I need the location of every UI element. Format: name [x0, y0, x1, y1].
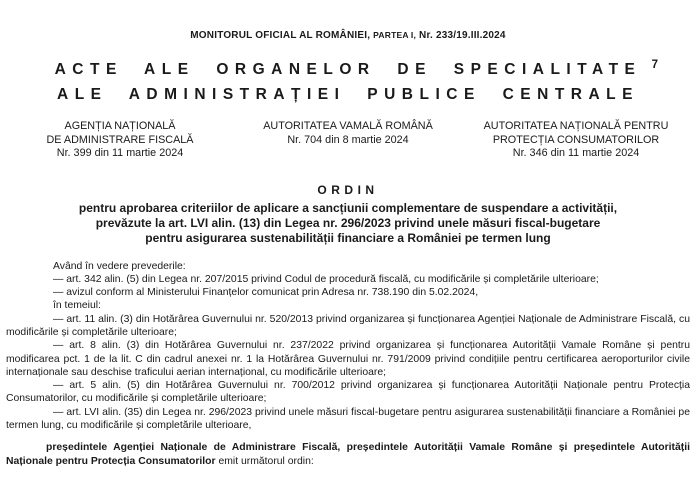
journal-issue: Nr. 233/19.III.2024 [419, 30, 506, 41]
preamble-paragraph: — art. LVI alin. (35) din Legea nr. 296/2023 privind unele măsuri fiscal-bugetare pentru asigurarea sustenabilității financiare a României pe termen lung, cu modificările și completările ulterioare, [6, 406, 690, 432]
gazette-page [0, 30, 696, 499]
section-heading-line2: ALE ADMINISTRAȚIEI PUBLICE CENTRALE [57, 86, 639, 103]
preamble-paragraph: Având în vedere prevederile: [53, 260, 186, 272]
issuer-order-number: Nr. 346 din 11 martie 2024 [512, 147, 640, 159]
order-heading: ORDIN [317, 182, 379, 197]
page-number: 7 [651, 59, 658, 71]
section-heading-line1: ACTE ALE ORGANELOR DE SPECIALITATE [54, 61, 642, 78]
preamble-paragraph: — art. 342 alin. (5) din Legea nr. 207/2015 privind Codul de procedură fiscală, cu modificările și completările ulterioare; [53, 273, 599, 285]
section-heading [0, 57, 696, 107]
issuer-name-line: AGENȚIA NAȚIONALĂ [64, 120, 176, 132]
enacting-clause [6, 441, 690, 468]
issuer-name-line: PROTECȚIA CONSUMATORILOR [492, 133, 660, 146]
preamble-paragraph: — art. 8 alin. (3) din Hotărârea Guvernului nr. 237/2022 privind organizarea și funcționarea Autorității Vamale Române și pentru modificarea pct. 1 de la lit. C din cadrul anexei nr. 1 la Hotărârea Guvernului nr. 791/2009 privind condițiile pentru certificarea aeroporturilor civile internaționale sau deschise traficului aerian internațional, cu modificările ulterioare; [6, 340, 690, 378]
order-subtitle-line2: prevăzute la art. LVI alin. (13) din Legea nr. 296/2023 privind unele măsuri fiscal-bugetare [95, 215, 601, 230]
journal-title: MONITORUL OFICIAL AL ROMÂNIEI, [190, 30, 371, 41]
preamble-paragraph: — avizul conform al Ministerului Finanțelor comunicat prin Adresa nr. 738.190 din 5.02.2024, [53, 287, 479, 299]
preamble-paragraph: — art. 5 alin. (5) din Hotărârea Guvernului nr. 700/2012 privind organizarea și funcționarea Autorității Naționale pentru Protecția Consumatorilor, cu modificările și completările ulterioare; [6, 380, 690, 405]
issuer-vama [234, 120, 462, 161]
enacting-clause-signatories: președintele Agenției Naționale de Administrare Fiscală, președintele Autorității Vamale Române și președintele Autorității Naționale pentru Protecția Consumatorilor [6, 442, 690, 467]
issuer-anpc [462, 120, 690, 161]
order-subtitle-line1: pentru aprobarea criteriilor de aplicare a sancțiunii complementare de suspendare a activității, [78, 200, 618, 215]
preamble-paragraph: în temeiul: [53, 300, 101, 312]
order-subtitle-line3: pentru asigurarea sustenabilității financiare a României pe termen lung [145, 230, 551, 245]
journal-header [0, 30, 696, 41]
issuing-authorities [0, 120, 696, 161]
order-subtitle [0, 201, 696, 246]
issuer-name-line: AUTORITATEA VAMALĂ ROMÂNĂ [263, 120, 433, 132]
issuer-order-number: Nr. 399 din 11 martie 2024 [56, 147, 184, 159]
journal-part: PARTEA I, [373, 30, 417, 40]
enacting-clause-tail: emit următorul ordin: [215, 455, 314, 467]
issuer-order-number: Nr. 704 din 8 martie 2024 [287, 133, 409, 146]
preamble [0, 260, 696, 468]
preamble-paragraph: — art. 11 alin. (3) din Hotărârea Guvernului nr. 520/2013 privind organizarea și funcționarea Agenției Naționale de Administrare Fiscală, cu modificările și completările ulterioare; [6, 313, 690, 338]
issuer-anaf [6, 120, 234, 161]
issuer-name-line: AUTORITATEA NAȚIONALĂ PENTRU [483, 120, 669, 132]
issuer-name-line: DE ADMINISTRARE FISCALĂ [46, 133, 194, 146]
